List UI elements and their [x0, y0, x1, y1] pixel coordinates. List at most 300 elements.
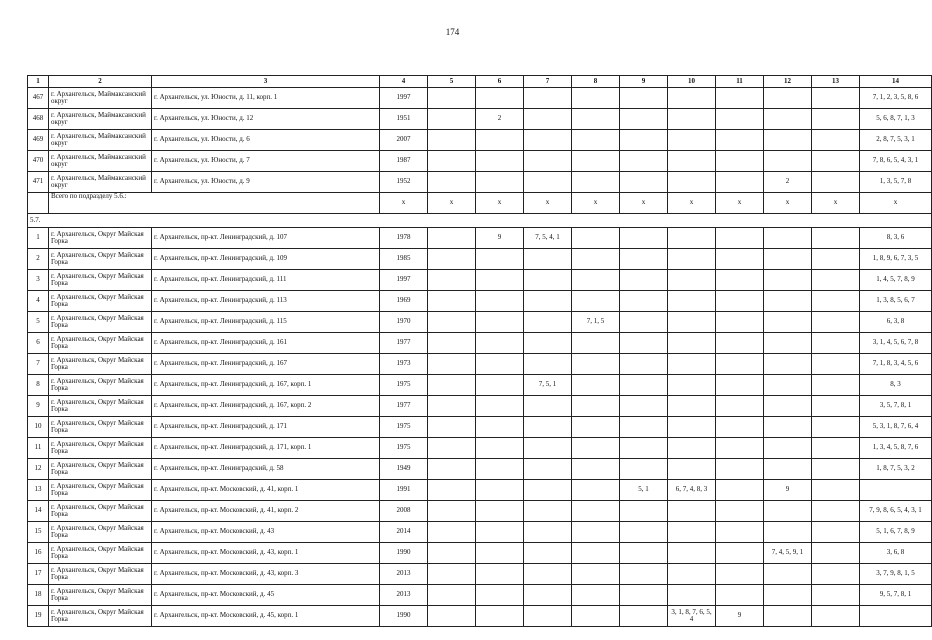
col-5: [428, 375, 476, 396]
row-number: 471: [28, 172, 49, 193]
col-11: [716, 501, 764, 522]
col-11: [716, 438, 764, 459]
total-row: [28, 193, 932, 214]
col-9: [620, 312, 668, 333]
row-number: 11: [28, 438, 49, 459]
col-5: [428, 312, 476, 333]
municipality: г. Архангельск, Маймаксанский округ: [49, 88, 152, 109]
col-13: [812, 312, 860, 333]
section-label: 5.7.: [28, 214, 932, 228]
year-built: 1990: [380, 606, 428, 627]
col-13: [812, 438, 860, 459]
col-7: [524, 130, 572, 151]
section-row: [28, 214, 932, 228]
col-7: [524, 354, 572, 375]
col-10: [668, 543, 716, 564]
municipality: г. Архангельск, Маймаксанский округ: [49, 151, 152, 172]
year-built: 1975: [380, 417, 428, 438]
col-13: [812, 501, 860, 522]
col-12: [764, 501, 812, 522]
col-10: [668, 151, 716, 172]
col-14: 9, 5, 7, 8, 1: [860, 585, 932, 606]
col-5: [428, 585, 476, 606]
col-10: [668, 333, 716, 354]
col-12: 9: [764, 480, 812, 501]
col-12: [764, 88, 812, 109]
address: г. Архангельск, пр-кт. Московский, д. 41, корп. 2: [152, 501, 380, 522]
row-number: 18: [28, 585, 49, 606]
col-13: [812, 543, 860, 564]
col-14: 3, 1, 4, 5, 6, 7, 8: [860, 333, 932, 354]
col-9: [620, 151, 668, 172]
col-8: [572, 249, 620, 270]
col-8: [572, 333, 620, 354]
table-row: [28, 585, 932, 606]
table-row: [28, 88, 932, 109]
col-7: [524, 151, 572, 172]
municipality: г. Архангельск, Округ Майская Горка: [49, 354, 152, 375]
column-header: 4: [380, 76, 428, 88]
col-13: [812, 606, 860, 627]
table-row: [28, 543, 932, 564]
col-14: 1, 3, 5, 7, 8: [860, 172, 932, 193]
col-7: [524, 438, 572, 459]
col-9: [620, 438, 668, 459]
col-9: [620, 130, 668, 151]
col-8: [572, 438, 620, 459]
column-header: 14: [860, 76, 932, 88]
col-14: 3, 7, 9, 8, 1, 5: [860, 564, 932, 585]
year-built: 1975: [380, 375, 428, 396]
total-mark: x: [860, 193, 932, 214]
year-built: 2008: [380, 501, 428, 522]
table-row: [28, 522, 932, 543]
col-9: [620, 501, 668, 522]
row-number: 1: [28, 228, 49, 249]
column-header: 8: [572, 76, 620, 88]
col-14: 5, 6, 8, 7, 1, 3: [860, 109, 932, 130]
col-7: [524, 291, 572, 312]
col-9: [620, 459, 668, 480]
col-6: [476, 375, 524, 396]
col-10: [668, 312, 716, 333]
year-built: 1997: [380, 88, 428, 109]
year-built: 2007: [380, 130, 428, 151]
col-8: [572, 151, 620, 172]
col-5: [428, 564, 476, 585]
row-number: 15: [28, 522, 49, 543]
col-12: [764, 270, 812, 291]
table-row: [28, 333, 932, 354]
col-8: [572, 585, 620, 606]
row-number: 6: [28, 333, 49, 354]
col-11: [716, 130, 764, 151]
table-row: [28, 564, 932, 585]
col-12: [764, 585, 812, 606]
col-14: 5, 1, 6, 7, 8, 9: [860, 522, 932, 543]
col-10: [668, 249, 716, 270]
col-10: [668, 585, 716, 606]
municipality: г. Архангельск, Округ Майская Горка: [49, 501, 152, 522]
col-9: [620, 109, 668, 130]
col-11: [716, 585, 764, 606]
address: г. Архангельск, ул. Юности, д. 12: [152, 109, 380, 130]
address: г. Архангельск, пр-кт. Московский, д. 43, корп. 3: [152, 564, 380, 585]
col-5: [428, 228, 476, 249]
total-mark: x: [812, 193, 860, 214]
col-10: [668, 130, 716, 151]
row-number: 470: [28, 151, 49, 172]
address: г. Архангельск, пр-кт. Московский, д. 41, корп. 1: [152, 480, 380, 501]
col-9: [620, 249, 668, 270]
col-5: [428, 543, 476, 564]
column-header: 13: [812, 76, 860, 88]
col-9: [620, 543, 668, 564]
col-9: [620, 564, 668, 585]
col-14: 1, 3, 4, 5, 8, 7, 6: [860, 438, 932, 459]
col-5: [428, 172, 476, 193]
column-header: 7: [524, 76, 572, 88]
col-6: [476, 88, 524, 109]
year-built: 1970: [380, 312, 428, 333]
row-number: 10: [28, 417, 49, 438]
col-14: 7, 1, 8, 3, 4, 5, 6: [860, 354, 932, 375]
row-number: 14: [28, 501, 49, 522]
col-13: [812, 396, 860, 417]
col-5: [428, 88, 476, 109]
col-11: [716, 228, 764, 249]
col-5: [428, 109, 476, 130]
col-6: [476, 417, 524, 438]
col-6: [476, 333, 524, 354]
table-row: [28, 606, 932, 627]
col-5: [428, 606, 476, 627]
col-7: [524, 606, 572, 627]
col-14: 7, 9, 8, 6, 5, 4, 3, 1: [860, 501, 932, 522]
column-header: 9: [620, 76, 668, 88]
col-8: [572, 228, 620, 249]
municipality: г. Архангельск, Округ Майская Горка: [49, 522, 152, 543]
col-12: [764, 130, 812, 151]
col-5: [428, 396, 476, 417]
col-5: [428, 291, 476, 312]
col-13: [812, 109, 860, 130]
col-5: [428, 480, 476, 501]
col-13: [812, 151, 860, 172]
col-14: 3, 6, 8: [860, 543, 932, 564]
col-14: 7, 1, 2, 3, 5, 8, 6: [860, 88, 932, 109]
col-9: [620, 396, 668, 417]
col-13: [812, 459, 860, 480]
year-built: 1990: [380, 543, 428, 564]
col-14: 8, 3, 6: [860, 228, 932, 249]
year-built: 2013: [380, 564, 428, 585]
row-number: 4: [28, 291, 49, 312]
col-10: [668, 291, 716, 312]
column-header: 2: [49, 76, 152, 88]
col-9: [620, 522, 668, 543]
header-row: [28, 76, 932, 88]
col-8: [572, 522, 620, 543]
col-12: [764, 375, 812, 396]
col-5: [428, 438, 476, 459]
col-8: [572, 543, 620, 564]
col-6: [476, 354, 524, 375]
col-11: [716, 459, 764, 480]
col-11: [716, 417, 764, 438]
total-mark: x: [668, 193, 716, 214]
col-10: [668, 88, 716, 109]
address: г. Архангельск, пр-кт. Московский, д. 43, корп. 1: [152, 543, 380, 564]
address: г. Архангельск, пр-кт. Ленинградский, д. 167, корп. 2: [152, 396, 380, 417]
address: г. Архангельск, пр-кт. Ленинградский, д. 167, корп. 1: [152, 375, 380, 396]
col-6: [476, 130, 524, 151]
total-label: Всего по подразделу 5.6.:: [49, 193, 380, 214]
year-built: 1977: [380, 396, 428, 417]
municipality: г. Архангельск, Округ Майская Горка: [49, 270, 152, 291]
col-13: [812, 228, 860, 249]
col-14: [860, 480, 932, 501]
col-12: [764, 312, 812, 333]
col-11: [716, 88, 764, 109]
table-row: [28, 228, 932, 249]
address: г. Архангельск, пр-кт. Ленинградский, д. 107: [152, 228, 380, 249]
address: г. Архангельск, пр-кт. Ленинградский, д. 113: [152, 291, 380, 312]
table-row: [28, 354, 932, 375]
row-number: 467: [28, 88, 49, 109]
address: г. Архангельск, ул. Юности, д. 7: [152, 151, 380, 172]
col-14: 5, 3, 1, 8, 7, 6, 4: [860, 417, 932, 438]
table-row: [28, 172, 932, 193]
col-14: 1, 4, 5, 7, 8, 9: [860, 270, 932, 291]
col-11: [716, 270, 764, 291]
col-11: [716, 543, 764, 564]
col-10: [668, 228, 716, 249]
col-9: [620, 606, 668, 627]
col-14: 1, 3, 8, 5, 6, 7: [860, 291, 932, 312]
col-13: [812, 354, 860, 375]
col-5: [428, 333, 476, 354]
col-11: [716, 312, 764, 333]
address: г. Архангельск, пр-кт. Московский, д. 45, корп. 1: [152, 606, 380, 627]
row-number: 8: [28, 375, 49, 396]
year-built: 1952: [380, 172, 428, 193]
col-12: [764, 291, 812, 312]
total-mark: x: [524, 193, 572, 214]
year-built: 1978: [380, 228, 428, 249]
col-5: [428, 417, 476, 438]
table-row: [28, 312, 932, 333]
col-13: [812, 564, 860, 585]
col-12: [764, 606, 812, 627]
col-14: 6, 3, 8: [860, 312, 932, 333]
table-row: [28, 459, 932, 480]
col-7: [524, 501, 572, 522]
row-number: 16: [28, 543, 49, 564]
col-5: [428, 354, 476, 375]
col-9: [620, 585, 668, 606]
col-10: 3, 1, 8, 7, 6, 5, 4: [668, 606, 716, 627]
col-6: [476, 585, 524, 606]
address: г. Архангельск, пр-кт. Московский, д. 43: [152, 522, 380, 543]
col-11: [716, 172, 764, 193]
col-13: [812, 417, 860, 438]
year-built: 1973: [380, 354, 428, 375]
col-6: [476, 172, 524, 193]
col-14: 3, 5, 7, 8, 1: [860, 396, 932, 417]
col-8: [572, 501, 620, 522]
col-8: [572, 291, 620, 312]
address: г. Архангельск, пр-кт. Ленинградский, д. 58: [152, 459, 380, 480]
col-7: [524, 417, 572, 438]
col-10: [668, 438, 716, 459]
col-13: [812, 270, 860, 291]
col-6: 2: [476, 109, 524, 130]
col-9: [620, 270, 668, 291]
col-8: [572, 270, 620, 291]
col-6: [476, 501, 524, 522]
table-row: [28, 130, 932, 151]
col-11: [716, 354, 764, 375]
col-11: 9: [716, 606, 764, 627]
col-8: [572, 417, 620, 438]
row-number: 469: [28, 130, 49, 151]
total-mark: x: [620, 193, 668, 214]
col-12: 7, 4, 5, 9, 1: [764, 543, 812, 564]
col-14: 1, 8, 7, 5, 3, 2: [860, 459, 932, 480]
address: г. Архангельск, пр-кт. Ленинградский, д. 161: [152, 333, 380, 354]
col-12: [764, 228, 812, 249]
column-header: 5: [428, 76, 476, 88]
col-8: [572, 88, 620, 109]
col-6: [476, 522, 524, 543]
address: г. Архангельск, пр-кт. Ленинградский, д. 171: [152, 417, 380, 438]
col-8: [572, 375, 620, 396]
col-10: [668, 564, 716, 585]
municipality: г. Архангельск, Округ Майская Горка: [49, 543, 152, 564]
table-row: [28, 438, 932, 459]
column-header: 12: [764, 76, 812, 88]
address: г. Архангельск, ул. Юности, д. 9: [152, 172, 380, 193]
col-14: 2, 8, 7, 5, 3, 1: [860, 130, 932, 151]
row-number: 5: [28, 312, 49, 333]
table-row: [28, 375, 932, 396]
column-header: 11: [716, 76, 764, 88]
total-mark: x: [716, 193, 764, 214]
column-header: 3: [152, 76, 380, 88]
col-11: [716, 522, 764, 543]
year-built: 1985: [380, 249, 428, 270]
col-9: [620, 354, 668, 375]
col-9: [620, 228, 668, 249]
total-mark: x: [380, 193, 428, 214]
total-mark: x: [764, 193, 812, 214]
table-row: [28, 151, 932, 172]
year-built: 1969: [380, 291, 428, 312]
address: г. Архангельск, пр-кт. Ленинградский, д. 111: [152, 270, 380, 291]
col-6: [476, 543, 524, 564]
col-11: [716, 375, 764, 396]
col-5: [428, 501, 476, 522]
col-7: 7, 5, 4, 1: [524, 228, 572, 249]
table-row: [28, 480, 932, 501]
year-built: 1997: [380, 270, 428, 291]
municipality: г. Архангельск, Округ Майская Горка: [49, 228, 152, 249]
row-number: 2: [28, 249, 49, 270]
column-header: 1: [28, 76, 49, 88]
address: г. Архангельск, ул. Юности, д. 6: [152, 130, 380, 151]
year-built: 1975: [380, 438, 428, 459]
col-6: [476, 459, 524, 480]
col-10: [668, 375, 716, 396]
col-8: [572, 480, 620, 501]
total-mark: x: [572, 193, 620, 214]
col-10: [668, 459, 716, 480]
year-built: 1949: [380, 459, 428, 480]
col-11: [716, 249, 764, 270]
col-14: 8, 3: [860, 375, 932, 396]
col-9: [620, 333, 668, 354]
col-10: 6, 7, 4, 8, 3: [668, 480, 716, 501]
col-5: [428, 249, 476, 270]
row-number: 17: [28, 564, 49, 585]
municipality: г. Архангельск, Округ Майская Горка: [49, 480, 152, 501]
col-7: [524, 543, 572, 564]
col-9: [620, 417, 668, 438]
col-7: [524, 333, 572, 354]
address: г. Архангельск, пр-кт. Ленинградский, д. 109: [152, 249, 380, 270]
col-13: [812, 333, 860, 354]
col-11: [716, 564, 764, 585]
col-9: [620, 88, 668, 109]
total-mark: x: [428, 193, 476, 214]
col-8: [572, 396, 620, 417]
col-12: [764, 564, 812, 585]
col-5: [428, 151, 476, 172]
col-9: [620, 375, 668, 396]
table-row: [28, 291, 932, 312]
row-number: 13: [28, 480, 49, 501]
register-table: [27, 75, 932, 627]
col-14: 1, 8, 9, 6, 7, 3, 5: [860, 249, 932, 270]
col-6: [476, 438, 524, 459]
year-built: 2014: [380, 522, 428, 543]
col-10: [668, 354, 716, 375]
page-number: 174: [445, 27, 460, 37]
address: г. Архангельск, пр-кт. Московский, д. 45: [152, 585, 380, 606]
col-10: [668, 522, 716, 543]
address: г. Архангельск, пр-кт. Ленинградский, д. 115: [152, 312, 380, 333]
col-7: [524, 172, 572, 193]
municipality: г. Архангельск, Округ Майская Горка: [49, 564, 152, 585]
municipality: г. Архангельск, Округ Майская Горка: [49, 459, 152, 480]
col-10: [668, 172, 716, 193]
col-11: [716, 109, 764, 130]
row-number: 9: [28, 396, 49, 417]
row-number: 3: [28, 270, 49, 291]
municipality: г. Архангельск, Округ Майская Горка: [49, 291, 152, 312]
row-number: 19: [28, 606, 49, 627]
col-8: [572, 109, 620, 130]
col-7: [524, 270, 572, 291]
col-10: [668, 270, 716, 291]
col-12: 2: [764, 172, 812, 193]
col-6: [476, 480, 524, 501]
col-13: [812, 249, 860, 270]
col-11: [716, 396, 764, 417]
col-13: [812, 88, 860, 109]
col-7: [524, 564, 572, 585]
